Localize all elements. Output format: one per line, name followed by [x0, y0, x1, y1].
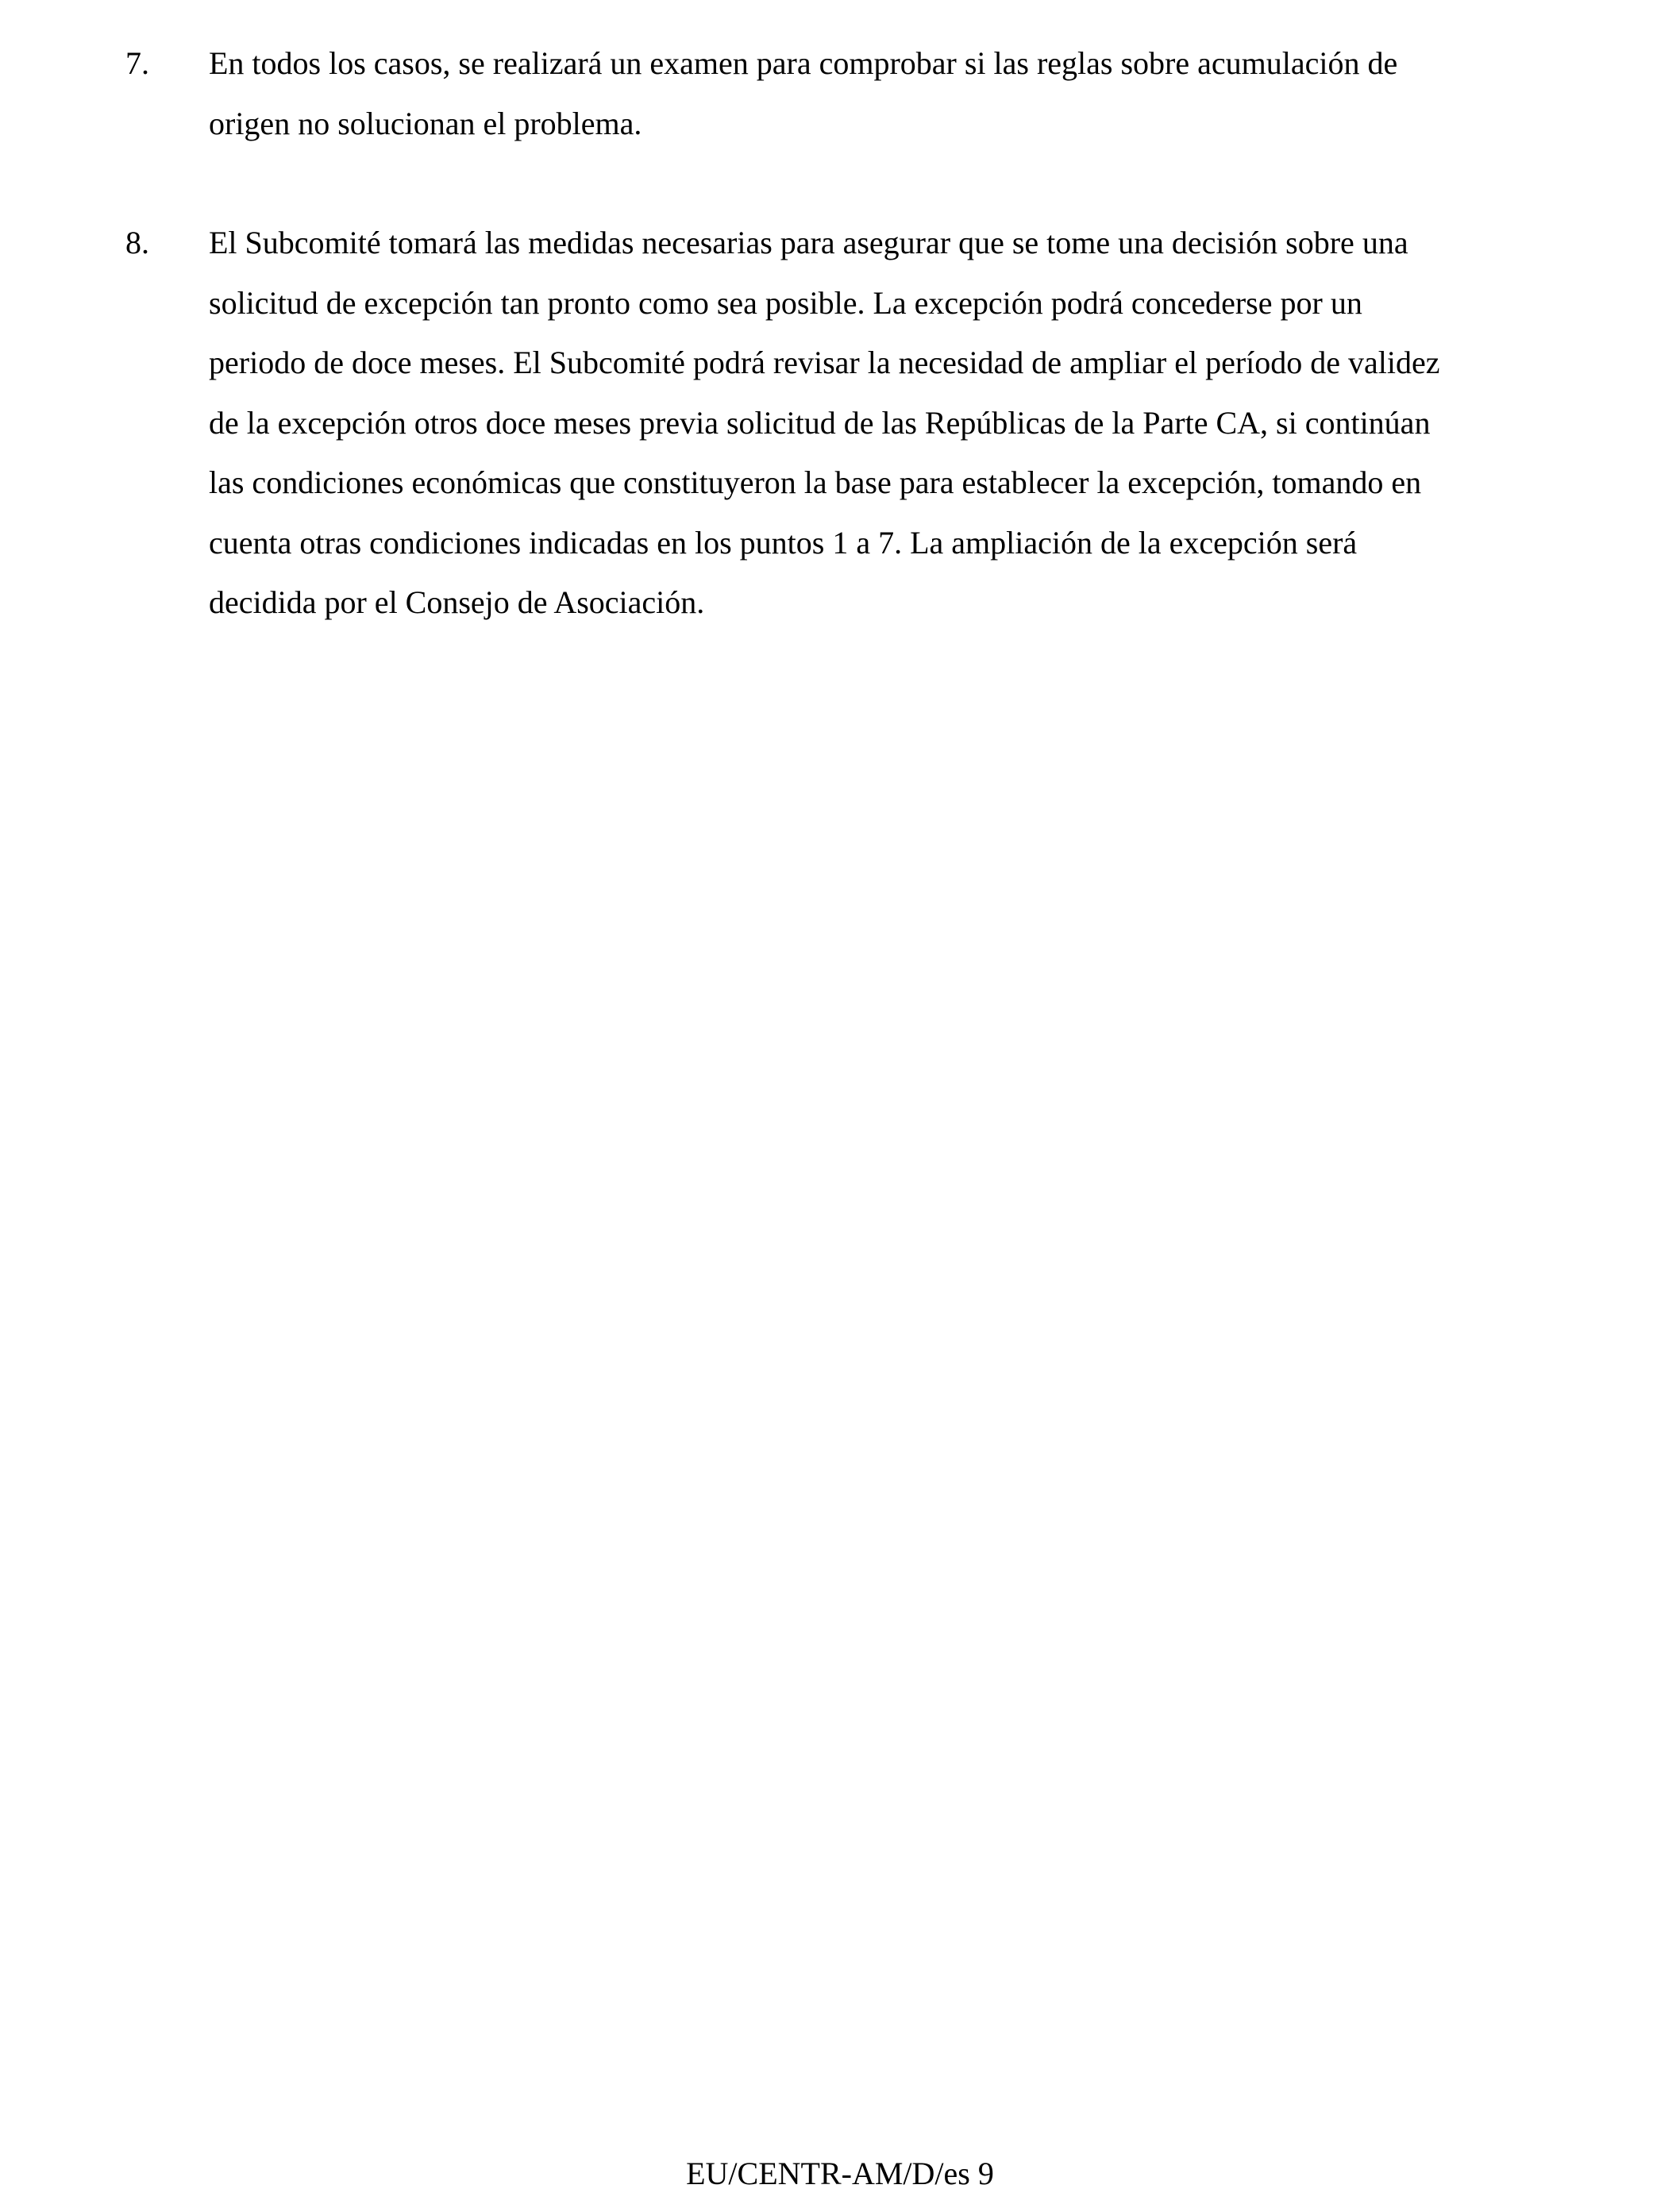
- text-line: origen no solucionan el problema.: [209, 105, 642, 141]
- text-line: El Subcomité tomará las medidas necesarias para asegurar que se tome una decisión sobre una: [209, 225, 1408, 260]
- text-line: cuenta otras condiciones indicadas en los puntos 1 a 7. La ampliación de la excepción será: [209, 524, 1358, 561]
- text-line: de la excepción otros doce meses previa solicitud de las Repúblicas de la Parte CA, si continúan: [209, 404, 1431, 441]
- paragraph-number: 7.: [125, 45, 149, 81]
- text-line: En todos los casos, se realizará un examen para comprobar si las reglas sobre acumulación de: [209, 45, 1398, 81]
- text-line: periodo de doce meses. El Subcomité podrá revisar la necesidad de ampliar el período de validez: [209, 345, 1440, 380]
- paragraph-text: [209, 33, 1397, 153]
- paragraph-number: 8.: [125, 225, 149, 260]
- paragraph-text: [209, 213, 1440, 633]
- text-line: solicitud de excepción tan pronto como sea posible. La excepción podrá concederse por un: [209, 284, 1362, 321]
- text-line: decidida por el Consejo de Asociación.: [209, 584, 705, 620]
- page-footer: EU/CENTR-AM/D/es 9: [686, 2156, 994, 2191]
- text-line: las condiciones económicas que constituyeron la base para establecer la excepción, tomando en: [209, 464, 1422, 500]
